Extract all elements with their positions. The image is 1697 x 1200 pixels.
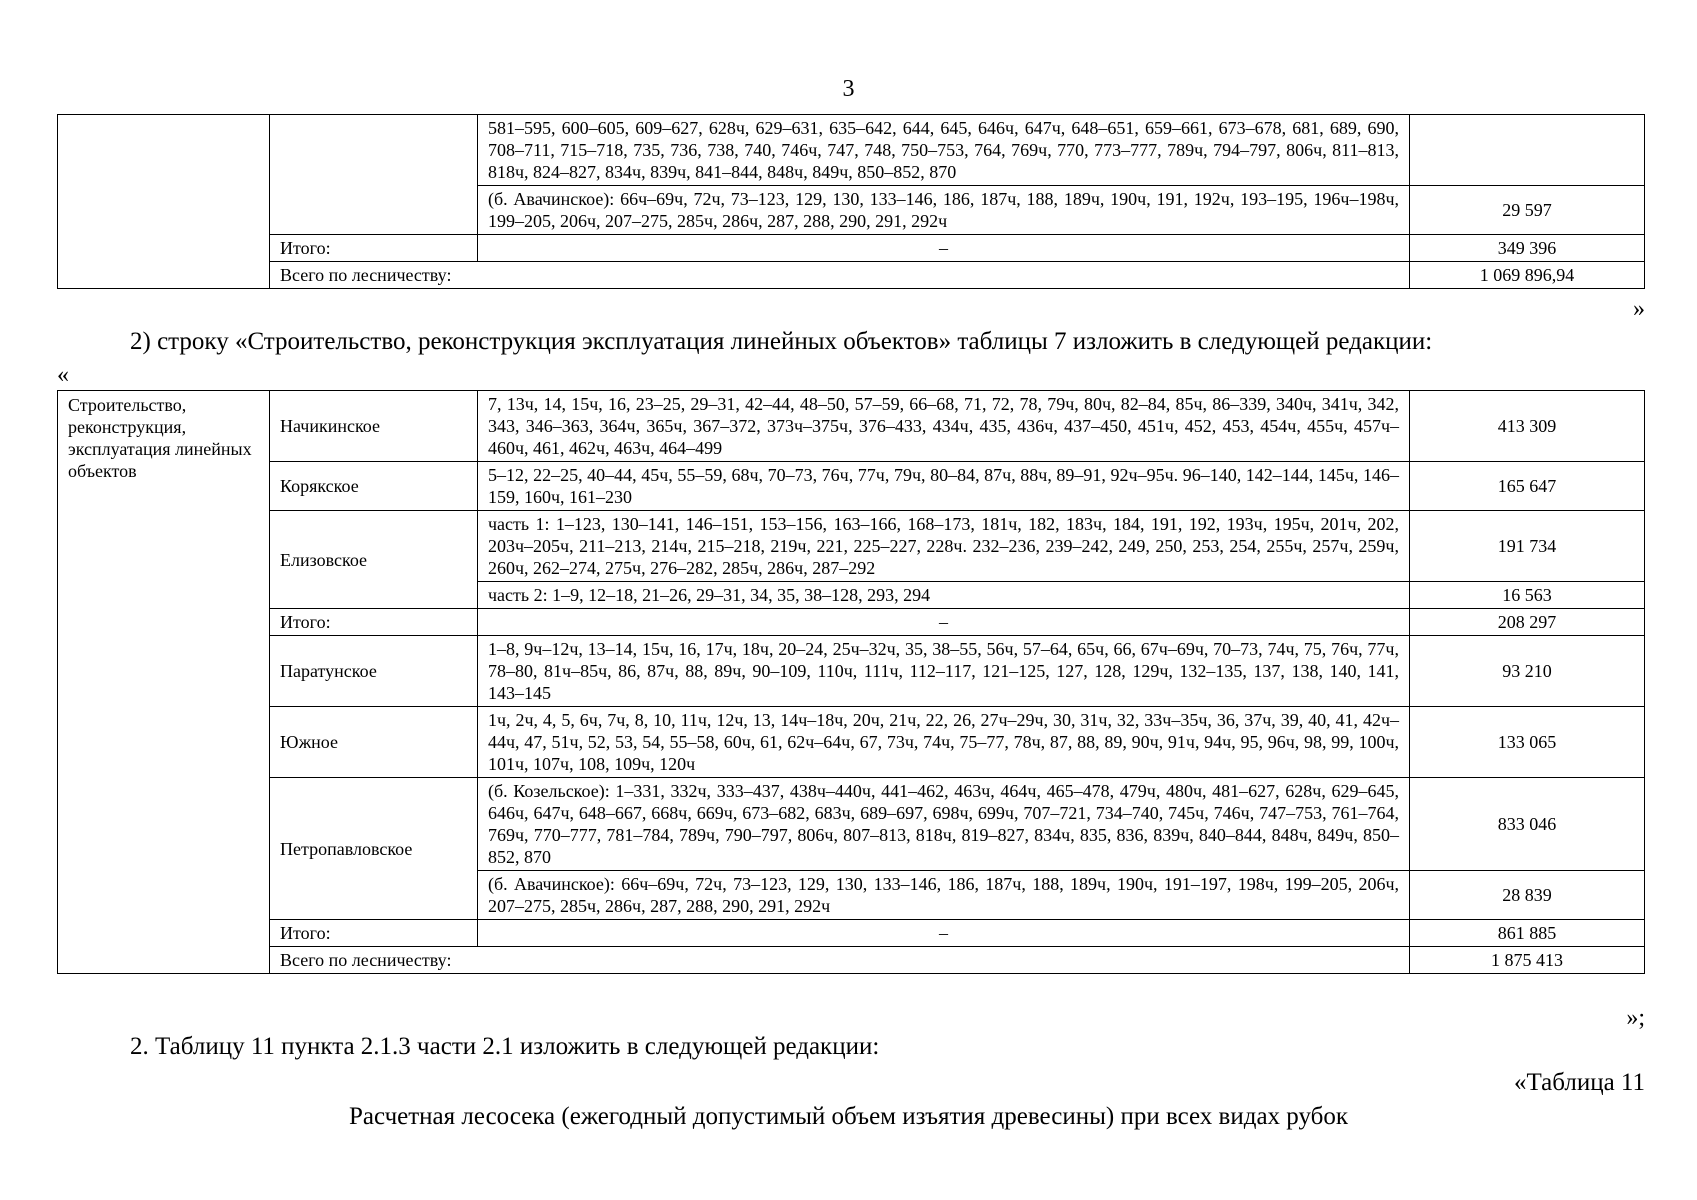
linear-objects-table bbox=[57, 390, 1645, 974]
table-row bbox=[58, 115, 1645, 186]
itogo-value: 349 396 bbox=[1410, 235, 1645, 262]
plots-cell: 7, 13ч, 14, 15ч, 16, 23–25, 29–31, 42–44, 48–50, 57–59, 66–68, 71, 72, 78, 79ч, 80ч, 82–84, 85ч, 86–339, 340ч, 341ч, 342, 343, 346–363, 364ч, 365ч, 367–372, 373ч–375ч, 376–433, 434ч, 435, 436ч, 437–450, 451ч, 452, 453, 454ч, 455ч, 457ч–460ч, 461, 462ч, 463ч, 464–499 bbox=[478, 391, 1410, 462]
paragraph-amendment-2: 2. Таблицу 11 пункта 2.1.3 части 2.1 изложить в следующей редакции: bbox=[130, 1033, 880, 1060]
plots-cell: 1ч, 2ч, 4, 5, 6ч, 7ч, 8, 10, 11ч, 12ч, 13, 14ч–18ч, 20ч, 21ч, 22, 26, 27ч–29ч, 30, 31ч, 32, 33ч–35ч, 36, 37ч, 39, 40, 41, 42ч–44ч, 47, 51ч, 52, 53, 54, 55–58, 60ч, 61, 62ч–64ч, 67, 73ч, 74ч, 75–77, 78ч, 87, 88, 89, 90ч, 91ч, 94ч, 95, 96ч, 98, 99, 100ч, 101ч, 107ч, 108, 109ч, 120ч bbox=[478, 707, 1410, 778]
itogo-dash: – bbox=[478, 235, 1410, 262]
table-row bbox=[58, 391, 1645, 462]
plots-cell: (б. Авачинское): 66ч–69ч, 72ч, 73–123, 129, 130, 133–146, 186, 187ч, 188, 189ч, 190ч, 191–197, 198ч, 199–205, 206ч, 207–275, 285ч, 286ч, 287, 288, 290, 291, 292ч bbox=[478, 871, 1410, 920]
category-cell: Строительство, реконструкция, эксплуатация линейных объектов bbox=[58, 391, 270, 974]
paragraph-amendment-1: 2) строку «Строительство, реконструкция эксплуатация линейных объектов» таблицы 7 изложить в следующей редакции: bbox=[130, 328, 1433, 355]
table-row bbox=[58, 707, 1645, 778]
table-row bbox=[58, 511, 1645, 582]
closing-quote-semicolon: »; bbox=[1626, 1005, 1645, 1031]
category-cell bbox=[58, 115, 270, 289]
table-label: «Таблица 11 bbox=[1514, 1069, 1645, 1096]
plots-cell: (б. Козельское): 1–331, 332ч, 333–437, 438ч–440ч, 441–462, 463ч, 464ч, 465–478, 479ч, 480ч, 481–627, 628ч, 629–645, 646ч, 647ч, 648–667, 668ч, 669ч, 673–682, 683ч, 689–697, 698ч, 699ч, 707–721, 734–740, 745ч, 746ч, 747–753, 761–764, 769ч, 770–777, 781–784, 789ч, 790–797, 806ч, 807–813, 818ч, 819–827, 834ч, 835, 836, 839ч, 840–844, 848ч, 849ч, 850–852, 870 bbox=[478, 778, 1410, 871]
vsego-label: Всего по лесничеству: bbox=[270, 262, 1410, 289]
itogo-value: 208 297 bbox=[1410, 609, 1645, 636]
area-cell: 833 046 bbox=[1410, 778, 1645, 871]
itogo-dash: – bbox=[478, 609, 1410, 636]
forestry-cell: Петропавловское bbox=[270, 778, 478, 920]
table-caption: Расчетная лесосека (ежегодный допустимый объем изъятия древесины) при всех видах рубок bbox=[348, 1103, 1349, 1130]
area-cell bbox=[1410, 115, 1645, 186]
forestry-cell: Южное bbox=[270, 707, 478, 778]
plots-cell: 581–595, 600–605, 609–627, 628ч, 629–631, 635–642, 644, 645, 646ч, 647ч, 648–651, 659–661, 673–678, 681, 689, 690, 708–711, 715–718, 735, 736, 738, 740, 746ч, 747, 748, 750–753, 764, 769ч, 770, 773–777, 789ч, 794–797, 806ч, 811–813, 818ч, 824–827, 834ч, 839ч, 841–844, 848ч, 849ч, 850–852, 870 bbox=[478, 115, 1410, 186]
vsego-value: 1 069 896,94 bbox=[1410, 262, 1645, 289]
table-row bbox=[58, 462, 1645, 511]
vsego-label: Всего по лесничеству: bbox=[270, 947, 1410, 974]
plots-cell: 5–12, 22–25, 40–44, 45ч, 55–59, 68ч, 70–73, 76ч, 77ч, 79ч, 80–84, 87ч, 88ч, 89–91, 92ч–95ч. 96–140, 142–144, 145ч, 146–159, 160ч, 161–230 bbox=[478, 462, 1410, 511]
table-row-vsego bbox=[58, 947, 1645, 974]
closing-quote: » bbox=[1633, 296, 1645, 322]
itogo-label: Итого: bbox=[270, 235, 478, 262]
table-row-itogo bbox=[58, 920, 1645, 947]
area-cell: 28 839 bbox=[1410, 871, 1645, 920]
forestry-cell bbox=[270, 115, 478, 235]
area-cell: 165 647 bbox=[1410, 462, 1645, 511]
area-cell: 16 563 bbox=[1410, 582, 1645, 609]
table-row bbox=[58, 778, 1645, 871]
table-row-itogo bbox=[58, 609, 1645, 636]
area-cell: 29 597 bbox=[1410, 186, 1645, 235]
forestry-cell: Елизовское bbox=[270, 511, 478, 609]
page-number: 3 bbox=[842, 76, 855, 102]
plots-cell: (б. Авачинское): 66ч–69ч, 72ч, 73–123, 129, 130, 133–146, 186, 187ч, 188, 189ч, 190ч, 191, 192ч, 193–195, 196ч–198ч, 199–205, 206ч, 207–275, 285ч, 286ч, 287, 288, 290, 291, 292ч bbox=[478, 186, 1410, 235]
itogo-dash: – bbox=[478, 920, 1410, 947]
table-row-itogo bbox=[58, 235, 1645, 262]
itogo-label: Итого: bbox=[270, 920, 478, 947]
forestry-table-continued bbox=[57, 114, 1645, 289]
plots-cell: 1–8, 9ч–12ч, 13–14, 15ч, 16, 17ч, 18ч, 20–24, 25ч–32ч, 35, 38–55, 56ч, 57–64, 65ч, 66, 67ч–69ч, 70–73, 74ч, 75, 76ч, 77ч, 78–80, 81ч–85ч, 86, 87ч, 88, 89ч, 90–109, 110ч, 111ч, 112–117, 121–125, 127, 128, 129ч, 132–135, 137, 138, 140, 141, 143–145 bbox=[478, 636, 1410, 707]
forestry-cell: Начикинское bbox=[270, 391, 478, 462]
plots-cell: часть 1: 1–123, 130–141, 146–151, 153–156, 163–166, 168–173, 181ч, 182, 183ч, 184, 191, 192, 193ч, 195ч, 201ч, 202, 203ч–205ч, 211–213, 214ч, 215–218, 219ч, 221, 225–227, 228ч. 232–236, 239–242, 249, 250, 253, 254, 255ч, 257ч, 259ч, 260ч, 262–274, 275ч, 276–282, 285ч, 286ч, 287–292 bbox=[478, 511, 1410, 582]
forestry-cell: Корякское bbox=[270, 462, 478, 511]
plots-cell: часть 2: 1–9, 12–18, 21–26, 29–31, 34, 35, 38–128, 293, 294 bbox=[478, 582, 1410, 609]
itogo-value: 861 885 bbox=[1410, 920, 1645, 947]
area-cell: 93 210 bbox=[1410, 636, 1645, 707]
table-row-vsego bbox=[58, 262, 1645, 289]
opening-quote: « bbox=[57, 362, 69, 388]
area-cell: 191 734 bbox=[1410, 511, 1645, 582]
vsego-value: 1 875 413 bbox=[1410, 947, 1645, 974]
area-cell: 133 065 bbox=[1410, 707, 1645, 778]
table-row bbox=[58, 636, 1645, 707]
area-cell: 413 309 bbox=[1410, 391, 1645, 462]
itogo-label: Итого: bbox=[270, 609, 478, 636]
forestry-cell: Паратунское bbox=[270, 636, 478, 707]
